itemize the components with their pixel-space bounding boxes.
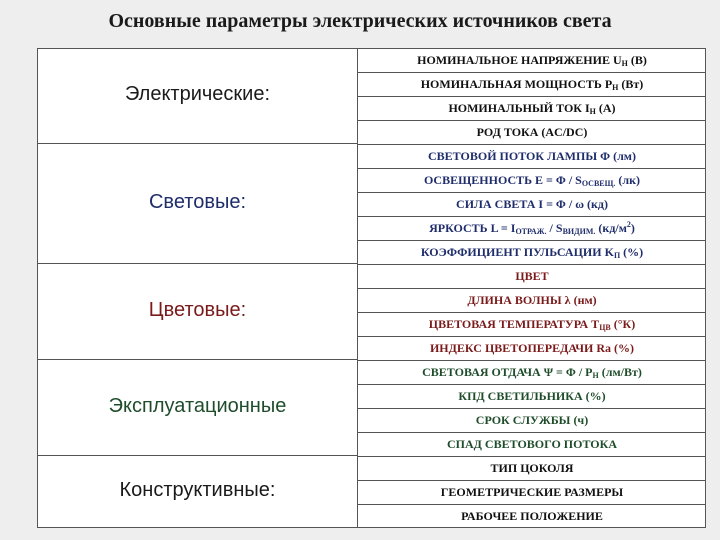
parameter-row xyxy=(358,408,706,432)
parameter-row xyxy=(358,48,706,72)
parameter-text: (кд/м xyxy=(595,221,627,235)
category-cell xyxy=(37,144,358,264)
parameter-text: (%) xyxy=(620,245,644,259)
parameter-row xyxy=(358,72,706,96)
parameter-text: СИЛА СВЕТА I = Φ / ω (кд) xyxy=(456,197,608,211)
parameter-row xyxy=(358,312,706,336)
parameter-text: / S xyxy=(546,221,563,235)
parameter-row xyxy=(358,240,706,264)
parameter-text: ЯРКОСТЬ L = I xyxy=(429,221,516,235)
parameter-text: ЦВЕТОВАЯ ТЕМПЕРАТУРА T xyxy=(428,317,600,331)
category-label: Эксплуатационные xyxy=(108,395,287,417)
parameter-text: КПД СВЕТИЛЬНИКА (%) xyxy=(458,389,606,403)
parameter-row xyxy=(358,96,706,120)
parameter-row xyxy=(358,216,706,240)
parameter-text: (А) xyxy=(595,101,616,115)
parameter-text: ОСВЕЩЕННОСТЬ E = Φ / S xyxy=(423,173,582,187)
category-cell xyxy=(37,264,358,360)
parameter-row xyxy=(358,288,706,312)
category-label: Конструктивные: xyxy=(119,479,276,501)
parameter-text: ГЕОМЕТРИЧЕСКИЕ РАЗМЕРЫ xyxy=(440,485,624,499)
parameter-text: Н xyxy=(592,371,599,380)
parameter-text: СВЕТОВОЙ ПОТОК ЛАМПЫ Φ (лм) xyxy=(428,149,636,163)
parameter-row xyxy=(358,120,706,144)
parameter-text: ) xyxy=(630,221,635,235)
parameter-text: (лк) xyxy=(615,173,641,187)
parameter-text: Н xyxy=(612,83,619,92)
parameter-text: (лм/Вт) xyxy=(598,365,642,379)
parameter-row xyxy=(358,432,706,456)
parameter-text: ВИДИМ. xyxy=(562,227,596,236)
category-label: Цветовые: xyxy=(148,299,247,321)
parameter-text: ЦВ xyxy=(599,323,611,332)
parameter-text: РАБОЧЕЕ ПОЛОЖЕНИЕ xyxy=(461,509,603,523)
parameter-text: П xyxy=(613,251,621,260)
category-cell xyxy=(37,360,358,456)
parameter-text: Н xyxy=(589,107,596,116)
parameter-row xyxy=(358,480,706,504)
parameter-text: СРОК СЛУЖБЫ (ч) xyxy=(475,413,589,427)
parameter-row xyxy=(358,360,706,384)
parameter-text: ОСВЕЩ. xyxy=(581,179,616,188)
parameter-text: ДЛИНА ВОЛНЫ λ (нм) xyxy=(467,293,597,307)
parameter-row xyxy=(358,264,706,288)
category-label: Световые: xyxy=(148,191,247,213)
parameter-text: ИНДЕКС ЦВЕТОПЕРЕДАЧИ Ra (%) xyxy=(429,341,635,355)
parameter-row xyxy=(358,168,706,192)
parameter-text: (Вт) xyxy=(618,77,644,91)
parameter-text: РОД ТОКА (AC/DC) xyxy=(476,125,588,139)
parameter-text: НОМИНАЛЬНОЕ НАПРЯЖЕНИЕ U xyxy=(417,53,622,67)
parameter-row xyxy=(358,456,706,480)
parameter-text: Н xyxy=(621,59,628,68)
parameter-row xyxy=(358,504,706,528)
parameter-text: ТИП ЦОКОЛЯ xyxy=(490,461,574,475)
parameter-text: КОЭФФИЦИЕНТ ПУЛЬСАЦИИ K xyxy=(420,245,614,259)
parameter-text: ЦВЕТ xyxy=(515,269,549,283)
page-title: Основные параметры электрических источников света xyxy=(108,10,612,32)
parameter-row xyxy=(358,192,706,216)
category-cell xyxy=(37,48,358,144)
parameter-text: (°К) xyxy=(610,317,636,331)
parameter-text: НОМИНАЛЬНАЯ МОЩНОСТЬ P xyxy=(420,77,613,91)
parameter-text: 2 xyxy=(626,220,631,229)
category-label: Электрические: xyxy=(124,83,271,105)
parameter-text: (В) xyxy=(627,53,647,67)
parameter-text: НОМИНАЛЬНЫЙ ТОК I xyxy=(448,101,590,115)
parameter-row xyxy=(358,336,706,360)
parameter-text: СВЕТОВАЯ ОТДАЧА Ψ = Φ / P xyxy=(422,365,593,379)
category-cell xyxy=(37,456,358,528)
parameter-text: СПАД СВЕТОВОГО ПОТОКА xyxy=(447,437,617,451)
parameter-row xyxy=(358,384,706,408)
parameter-text: ОТРАЖ. xyxy=(515,227,547,236)
parameter-row xyxy=(358,144,706,168)
